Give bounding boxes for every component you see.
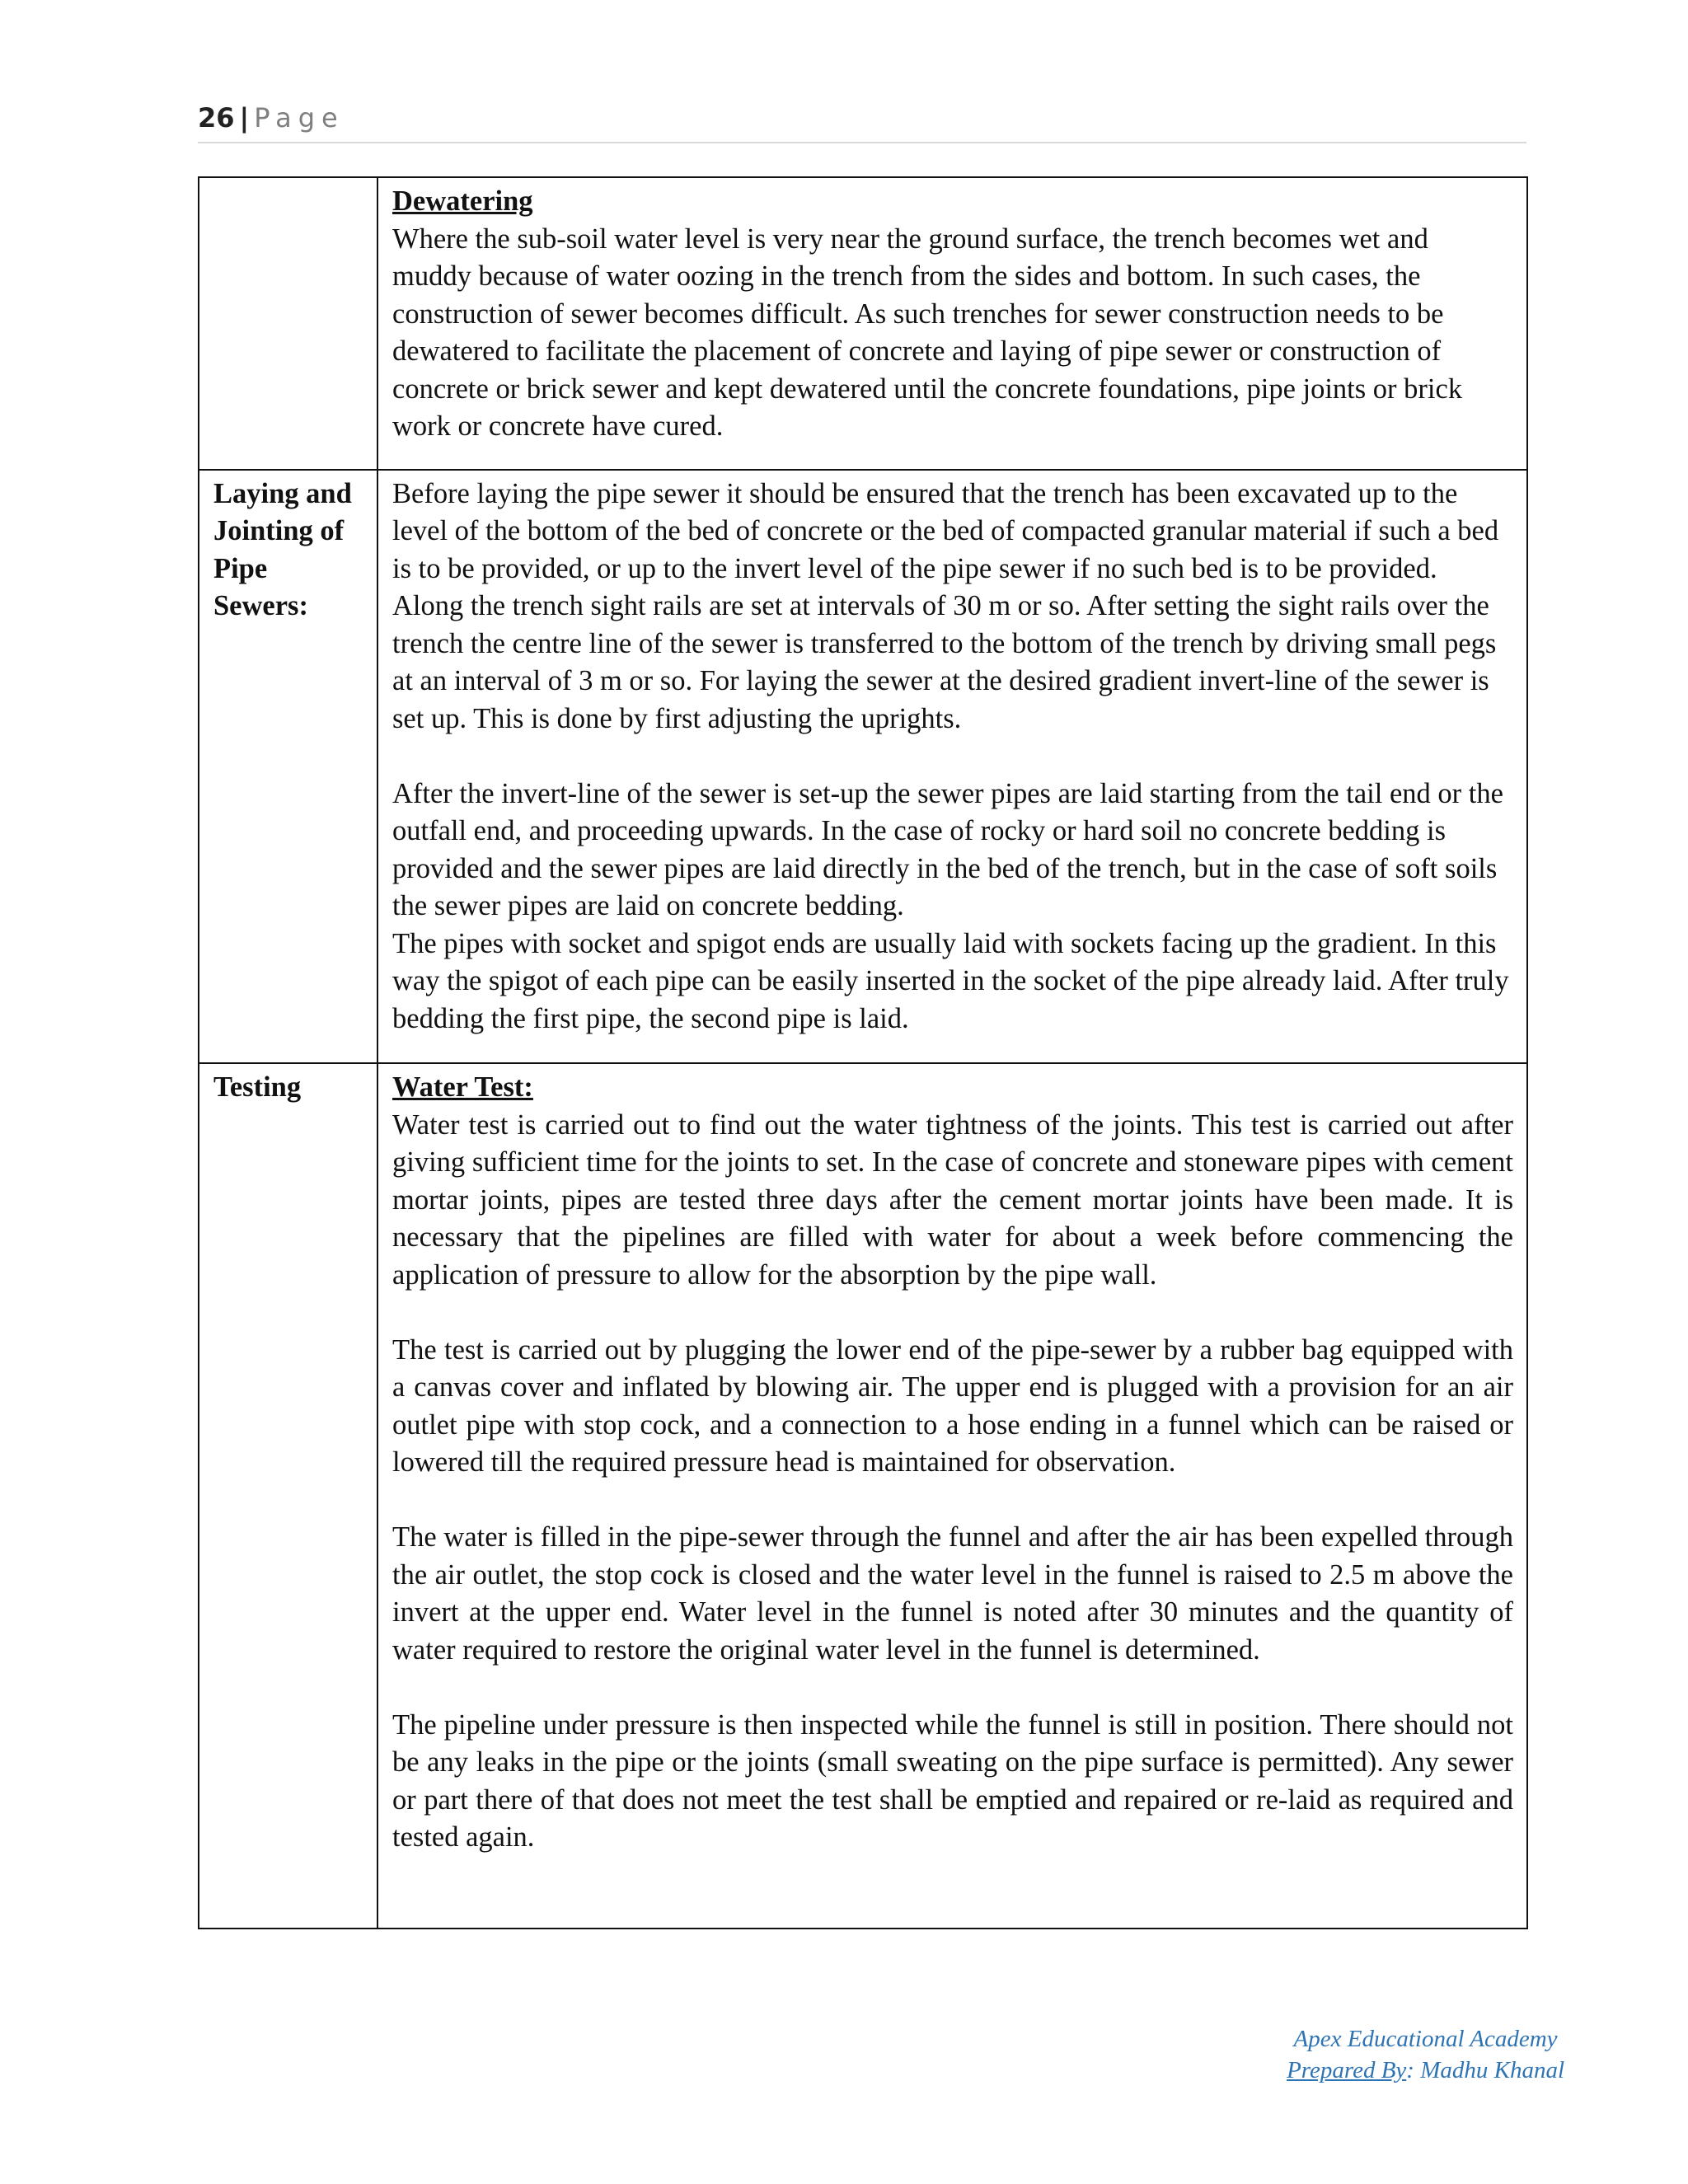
paragraph: The pipeline under pressure is then inspected while the funnel is still in position. There should not be any leaks in the pipe or the joints (small sweating on the pipe surface is permitted). Any sewer or part there of that does not meet the test shall be emptied and repaired or re-laid as required and tested again.: [392, 1708, 1513, 1853]
paragraph: Where the sub-soil water level is very near the ground surface, the trench becomes wet and muddy because of water oozing in the trench from the sides and bottom. In such cases, the construction of sewer becomes difficult. As such trenches for sewer construction needs to be dewatered to facilitate the placement of concrete and laying of pipe sewer or construction of concrete or brick sewer and kept dewatered until the concrete foundations, pipe joints or brick work or concrete have cured.: [392, 223, 1463, 442]
footer-academy-name: Apex Educational Academy: [1293, 2026, 1558, 2052]
page-separator: |: [239, 102, 250, 134]
paragraph: Along the trench sight rails are set at intervals of 30 m or so. After setting the sight rails over the trench the centre line of the sewer is transferred to the bottom of the trench by driving small pegs at an interval of 3 m or so. For laying the sewer at the desired gradient invert-line of the sewer is set up. This is done by first adjusting the uprights.: [392, 590, 1497, 734]
table-row-testing: [199, 1063, 1527, 1929]
section-heading-water-test: Water Test:: [392, 1071, 533, 1103]
page-word: Page: [254, 102, 345, 134]
paragraph: The water is filled in the pipe-sewer through the funnel and after the air has been expelled through the air outlet, the stop cock is closed and the water level in the funnel is raised to 2.5 m above the invert at the upper end. Water level in the funnel is noted after 30 minutes and the quantity of water required to restore the original water level in the funnel is determined.: [392, 1521, 1513, 1666]
paragraph: The test is carried out by plugging the lower end of the pipe-sewer by a rubber bag equipped with a canvas cover and inflated by blowing air. The upper end is plugged with a provision for an air outlet pipe with stop cock, and a connection to a hose ending in a funnel which can be raised or lowered till the required pressure head is maintained for observation.: [392, 1333, 1513, 1478]
page-header: [198, 101, 1526, 143]
row-content: [377, 177, 1527, 470]
page-number: 26: [198, 102, 235, 134]
row-label: Testing: [199, 1063, 377, 1929]
footer-author: : Madhu Khanal: [1406, 2057, 1564, 2083]
row-content: [377, 1063, 1527, 1929]
prepared-by-link[interactable]: Prepared By: [1287, 2057, 1407, 2083]
table-row-laying-jointing: [199, 470, 1527, 1064]
footer-prepared-by: [1287, 2055, 1564, 2086]
row-content: [377, 470, 1527, 1064]
row-label: Laying and Jointing of Pipe Sewers:: [199, 470, 377, 1064]
paragraph: Before laying the pipe sewer it should be ensured that the trench has been excavated up to the level of the bottom of the bed of concrete or the bed of compacted granular material if such a bed is to be provided, or up to the invert level of the pipe sewer if no such bed is to be provided.: [392, 477, 1499, 584]
paragraph: The pipes with socket and spigot ends are usually laid with sockets facing up the gradient. In this way the spigot of each pipe can be easily inserted in the socket of the pipe already laid. After truly bedding the first pipe, the second pipe is laid.: [392, 927, 1509, 1034]
paragraph: After the invert-line of the sewer is set-up the sewer pipes are laid starting from the tail end or the outfall end, and proceeding upwards. In the case of rocky or hard soil no concrete bedding is provided and the sewer pipes are laid directly in the bed of the trench, but in the case of soft soils the sewer pipes are laid on concrete bedding.: [392, 777, 1503, 921]
section-heading-dewatering: Dewatering: [392, 185, 533, 217]
content-table: [198, 176, 1528, 1929]
table-row-dewatering: [199, 177, 1527, 470]
row-label: [199, 177, 377, 470]
page-footer: [1287, 2023, 1564, 2086]
paragraph: Water test is carried out to find out the water tightness of the joints. This test is carried out after giving sufficient time for the joints to set. In the case of concrete and stoneware pipes with cement mortar joints, pipes are tested three days after the cement mortar joints have been made. It is necessary that the pipelines are filled with water for about a week before commencing the application of pressure to allow for the absorption by the pipe wall.: [392, 1108, 1513, 1291]
